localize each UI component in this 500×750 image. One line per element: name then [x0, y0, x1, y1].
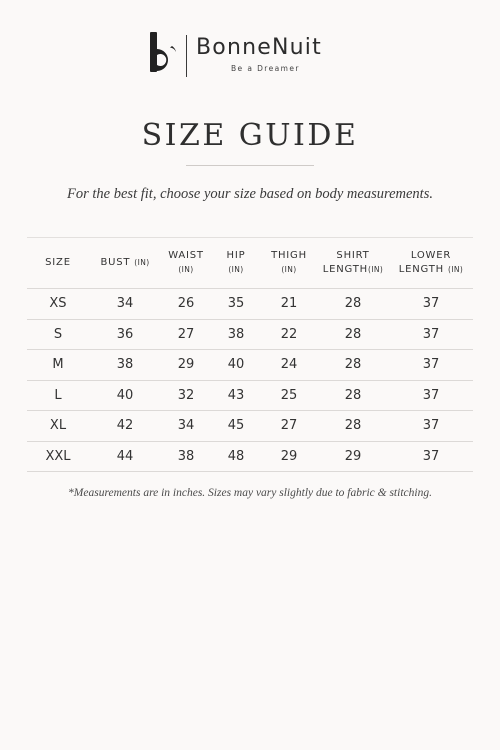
table-cell: 38: [161, 441, 211, 472]
table-cell: 48: [211, 441, 261, 472]
table-cell: 29: [161, 350, 211, 381]
table-cell: 38: [211, 319, 261, 350]
table-row: [27, 441, 473, 472]
column-header-label-line2: LENGTH: [398, 264, 444, 275]
title-divider: [186, 165, 314, 166]
table-row: [27, 411, 473, 442]
table-cell: 37: [389, 380, 473, 411]
table-cell: 29: [261, 441, 317, 472]
table-cell: 24: [261, 350, 317, 381]
column-header-bust: [89, 238, 161, 289]
table-cell: 42: [89, 411, 161, 442]
page-title: SIZE GUIDE: [141, 118, 359, 153]
table-cell: S: [27, 319, 89, 350]
table-cell: 22: [261, 319, 317, 350]
table-cell: 35: [211, 289, 261, 320]
table-cell: XS: [27, 289, 89, 320]
table-row: [27, 380, 473, 411]
table-cell: 36: [89, 319, 161, 350]
table-cell: 34: [89, 289, 161, 320]
table-cell: 37: [389, 411, 473, 442]
table-cell: 45: [211, 411, 261, 442]
table-cell: 37: [389, 441, 473, 472]
table-cell: 28: [317, 289, 389, 320]
table-cell: 44: [89, 441, 161, 472]
table-row: [27, 289, 473, 320]
table-cell: M: [27, 350, 89, 381]
table-cell: 40: [89, 380, 161, 411]
table-cell: 25: [261, 380, 317, 411]
intro-text: For the best fit, choose your size based on body measurements.: [67, 186, 433, 202]
table-cell: 27: [261, 411, 317, 442]
table-cell: 29: [317, 441, 389, 472]
table-cell: 21: [261, 289, 317, 320]
table-cell: 26: [161, 289, 211, 320]
table-header-row: [27, 238, 473, 289]
table-cell: 43: [211, 380, 261, 411]
column-header-unit: (IN): [281, 265, 297, 274]
table-cell: 28: [317, 319, 389, 350]
brand-name: BonneNuit: [196, 35, 322, 60]
size-table: [27, 237, 473, 472]
column-header-label: WAIST: [168, 250, 204, 261]
column-header-label: SHIRT: [336, 250, 370, 261]
table-cell: 28: [317, 411, 389, 442]
brand-header: [0, 30, 500, 85]
brand-divider: [186, 35, 187, 77]
column-header-label: LOWER: [410, 250, 452, 261]
table-row: [27, 319, 473, 350]
column-header-unit: (IN): [134, 258, 150, 267]
column-header-unit: (IN): [178, 265, 194, 274]
column-header-hip: [211, 238, 261, 289]
column-header-unit: (IN): [228, 265, 244, 274]
column-header-label: THIGH: [271, 250, 307, 261]
table-cell: 32: [161, 380, 211, 411]
b-monogram-moon-icon: [148, 32, 180, 80]
table-cell: 37: [389, 350, 473, 381]
table-cell: 28: [317, 350, 389, 381]
table-cell: 40: [211, 350, 261, 381]
column-header-unit: (IN): [447, 265, 464, 274]
footnote: *Measurements are in inches. Sizes may vary slightly due to fabric & stitching.: [68, 487, 432, 499]
column-header-waist: [161, 238, 211, 289]
column-header-label-line2: LENGTH: [322, 264, 368, 275]
table-row: [27, 350, 473, 381]
column-header-shirt-length: [317, 238, 389, 289]
column-header-thigh: [261, 238, 317, 289]
table-cell: XXL: [27, 441, 89, 472]
column-header-lower-length: [389, 238, 473, 289]
column-header-label: SIZE: [45, 257, 71, 268]
table-cell: XL: [27, 411, 89, 442]
brand-tagline: Be a Dreamer: [231, 64, 300, 73]
table-cell: 28: [317, 380, 389, 411]
table-cell: L: [27, 380, 89, 411]
table-cell: 37: [389, 289, 473, 320]
table-cell: 37: [389, 319, 473, 350]
column-header-label: BUST: [100, 257, 131, 268]
table-cell: 27: [161, 319, 211, 350]
column-header-size: [27, 238, 89, 289]
table-cell: 38: [89, 350, 161, 381]
column-header-unit: (IN): [367, 265, 384, 274]
table-cell: 34: [161, 411, 211, 442]
column-header-label: HIP: [226, 250, 246, 261]
